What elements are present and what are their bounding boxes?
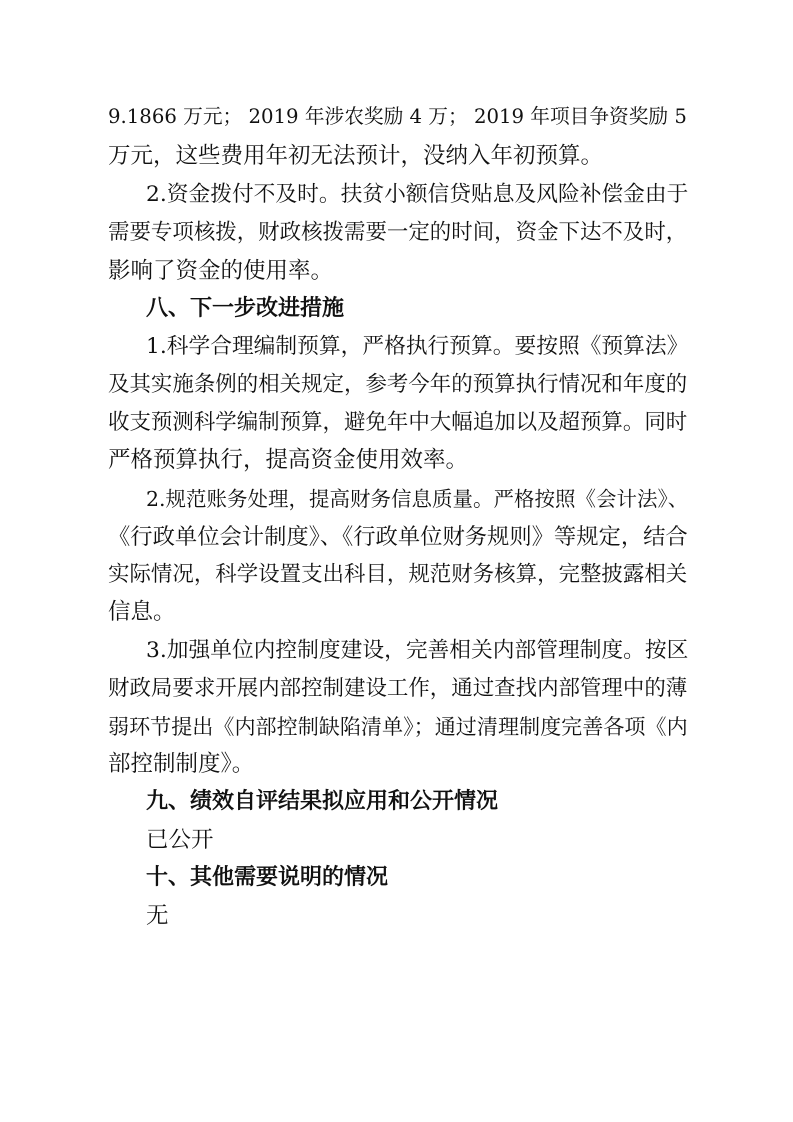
text-line: 已公开 xyxy=(146,827,214,853)
section-heading: 十、其他需要说明的情况 xyxy=(146,865,389,890)
text-line: 2.规范账务处理，提高财务信息质量。严格按照《会计法》、 xyxy=(146,487,689,511)
text-line: 实际情况，科学设置支出科目，规范财务核算，完整披露相关 xyxy=(108,562,688,587)
text-line: 1.科学合理编制预算，严格执行预算。要按照《预算法》 xyxy=(146,334,689,359)
text-line: 信息。 xyxy=(108,599,176,625)
text-line: 影响了资金的使用率。 xyxy=(108,258,334,284)
text-line: 需要专项核拨，财政核拨需要一定的时间，资金下达不及时， xyxy=(108,220,688,245)
text-line: 3.加强单位内控制度建设，完善相关内部管理制度。按区 xyxy=(146,638,689,663)
text-line: 万元，这些费用年初无法预计，没纳入年初预算。 xyxy=(108,143,604,169)
text-line: 无 xyxy=(146,903,169,929)
text-line: 《行政单位会计制度》、《行政单位财务规则》等规定，结合 xyxy=(108,524,688,550)
text-line: 收支预测科学编制预算，避免年中大幅追加以及超预算。同时 xyxy=(108,410,688,435)
text-line: 及其实施条例的相关规定，参考今年的预算执行情况和年度的 xyxy=(108,372,688,397)
text-line: 严格预算执行，提高资金使用效率。 xyxy=(108,447,469,473)
section-heading: 八、下一步改进措施 xyxy=(146,296,345,321)
text-line: 9.1866 万元； 2019 年涉农奖励 4 万； 2019 年项目争资奖励 5 xyxy=(108,105,687,128)
text-line: 财政局要求开展内部控制建设工作，通过查找内部管理中的薄 xyxy=(108,676,688,701)
text-line: 部控制制度》。 xyxy=(108,751,255,777)
text-line: 弱环节提出《内部控制缺陷清单》；通过清理制度完善各项《内 xyxy=(108,714,688,739)
text-line: 2.资金拨付不及时。扶贫小额信贷贴息及风险补偿金由于 xyxy=(146,182,689,207)
section-heading: 九、绩效自评结果拟应用和公开情况 xyxy=(146,789,499,814)
